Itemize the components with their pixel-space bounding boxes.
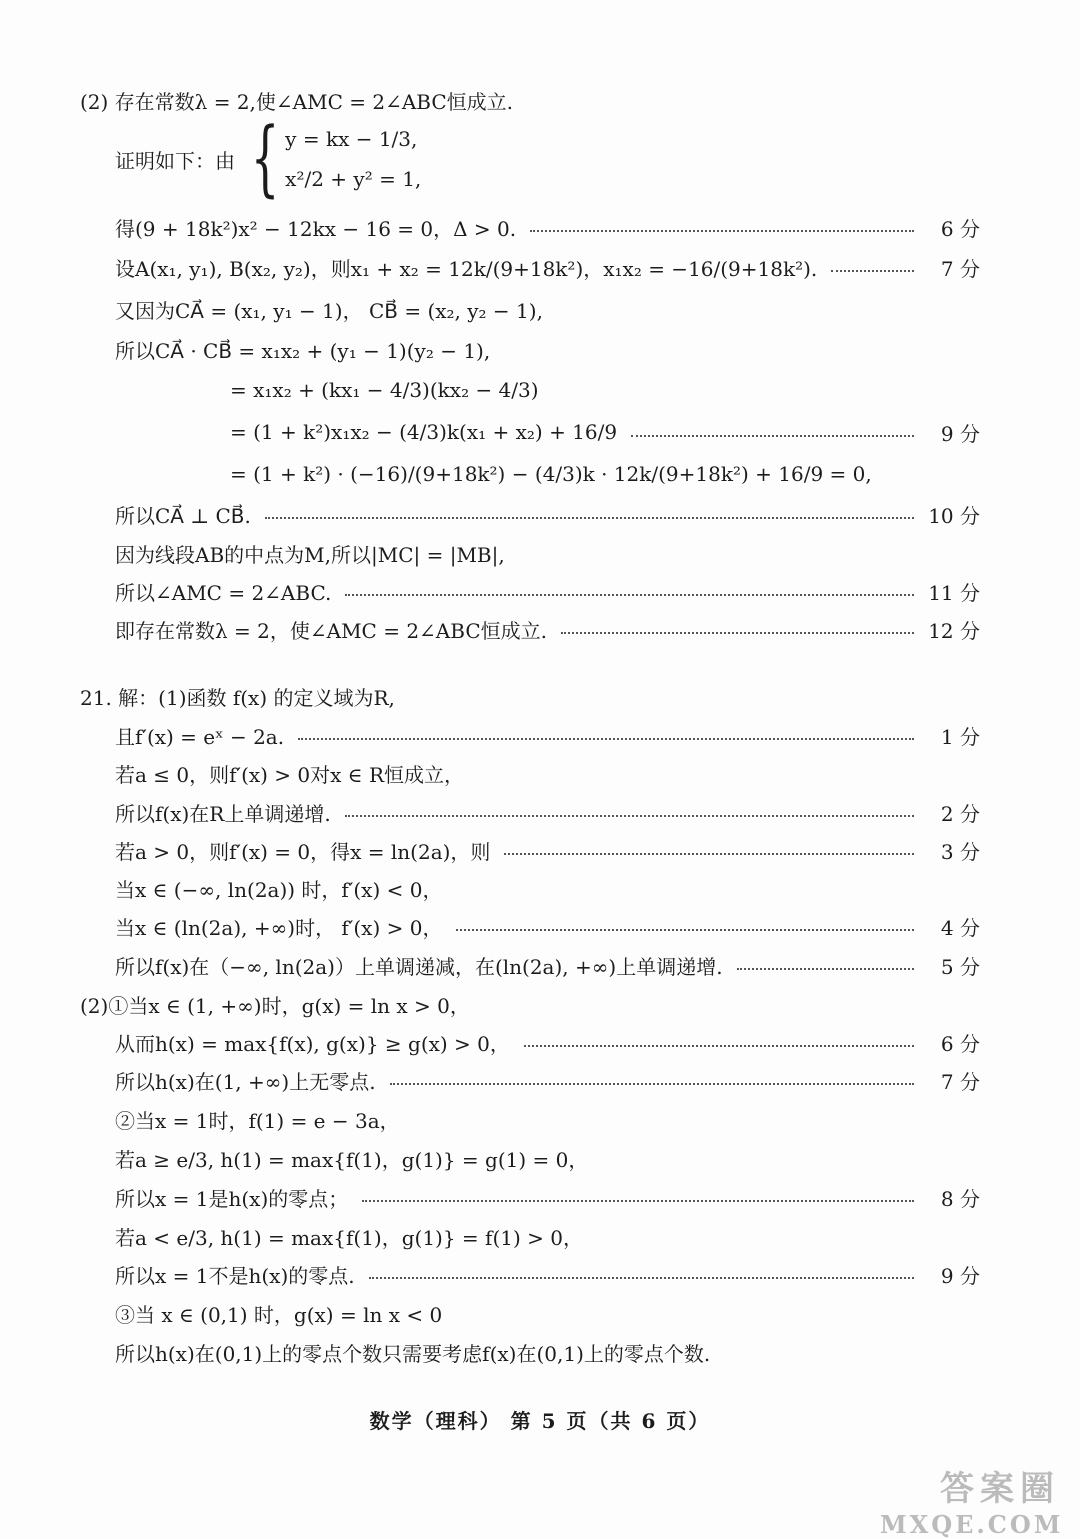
score-leader: [345, 594, 914, 596]
proof-line-20: [115, 909, 980, 943]
proof-line-3: [115, 210, 980, 244]
line-text: 若a > 0，则f′(x) = 0，得x = ln(2a)，则: [115, 839, 491, 864]
line-text: 所以f(x)在（−∞, ln(2a)）上单调递减，在(ln(2a), +∞)上单调递增.: [115, 954, 723, 979]
score-leader: [831, 270, 914, 272]
line-text: 得(9 + 18k²)x² − 12kx − 16 = 0，Δ > 0.: [115, 216, 517, 241]
line-text: 从而h(x) = max{f(x), g(x)} ≥ g(x) > 0，: [115, 1031, 510, 1056]
score-mark: 7 分: [940, 1069, 980, 1094]
proof-line-6: [115, 332, 980, 366]
score-leader: [265, 517, 914, 519]
equation-system: [115, 111, 422, 206]
line-text: 若a < e/3, h(1) = max{f(1)，g(1)} = f(1) > 0，: [115, 1225, 583, 1250]
score-mark: 9 分: [940, 421, 980, 446]
line-text: 所以x = 1不是h(x)的零点.: [115, 1263, 355, 1288]
score-mark: 6 分: [940, 216, 980, 241]
line-text: (2)①当x ∈ (1, +∞)时，g(x) = ln x > 0，: [80, 993, 470, 1018]
score-mark: 8 分: [940, 1186, 980, 1211]
line-text: = (1 + k²)x₁x₂ − (4/3)k(x₁ + x₂) + 16/9: [230, 420, 618, 444]
proof-line-9: [230, 457, 980, 491]
line-text: 所以∠AMC = 2∠ABC.: [115, 580, 332, 605]
watermark-bottom: MXQE.COM: [880, 1510, 1064, 1539]
line-text: 又因为CA⃗ = (x₁, y₁ − 1)， CB⃗ = (x₂, y₂ − 1),: [115, 298, 543, 323]
line-text: 所以x = 1是h(x)的零点；: [115, 1186, 349, 1211]
proof-line-28: [115, 1219, 980, 1253]
line-text: 若a ≥ e/3, h(1) = max{f(1)，g(1)} = g(1) = 0，: [115, 1147, 589, 1172]
line-text: 若a ≤ 0，则f′(x) > 0对x ∈ R恒成立，: [115, 762, 465, 787]
proof-line-15: [115, 718, 980, 752]
line-text: ③当 x ∈ (0,1) 时，g(x) = ln x < 0: [115, 1302, 443, 1327]
proof-line-1: [80, 83, 980, 117]
proof-line-26: [115, 1141, 980, 1175]
score-mark: 1 分: [940, 724, 980, 749]
proof-line-18: [115, 833, 980, 867]
line-text: ②当x = 1时，f(1) = e − 3a，: [115, 1108, 400, 1133]
proof-line-4: [115, 250, 980, 284]
line-text: 21. 解：(1)函数 f(x) 的定义域为R,: [80, 685, 395, 710]
system-label: 证明如下：由: [115, 148, 235, 173]
score-leader: [631, 435, 914, 437]
system-eq-1: y = kx − 1/3,: [285, 127, 418, 151]
proof-line-8: [230, 415, 980, 449]
proof-line-10: [115, 497, 980, 531]
score-leader: [390, 1083, 914, 1085]
score-leader: [737, 968, 914, 970]
score-leader: [524, 1045, 914, 1047]
proof-line-23: [115, 1025, 980, 1059]
proof-line-22: [80, 987, 980, 1021]
score-leader: [561, 632, 914, 634]
score-leader: [530, 230, 914, 232]
line-text: 所以h(x)在(0,1)上的零点个数只需要考虑f(x)在(0,1)上的零点个数.: [115, 1341, 711, 1366]
proof-line-5: [115, 292, 980, 326]
score-leader: [456, 929, 914, 931]
proof-line-24: [115, 1063, 980, 1097]
system-equations: [285, 119, 421, 199]
proof-line-13: [115, 612, 980, 646]
score-leader: [369, 1277, 914, 1279]
page-footer: 数学（理科） 第 5 页（共 6 页）: [369, 1409, 711, 1433]
line-text: (2) 存在常数λ = 2,使∠AMC = 2∠ABC恒成立.: [80, 89, 514, 114]
proof-line-29: [115, 1257, 980, 1291]
line-text: 所以CA⃗ ⊥ CB⃗.: [115, 503, 251, 528]
proof-line-7: [230, 373, 980, 407]
line-text: 因为线段AB的中点为M,所以|MC| = |MB|,: [115, 542, 505, 567]
score-mark: 6 分: [940, 1031, 980, 1056]
watermark-logo: [880, 1461, 1064, 1539]
left-brace-icon: {: [250, 111, 280, 206]
proof-line-21: [115, 948, 980, 982]
line-text: 当x ∈ (ln(2a), +∞)时， f′(x) > 0，: [115, 915, 443, 940]
score-leader: [345, 815, 914, 817]
line-text: 所以CA⃗ · CB⃗ = x₁x₂ + (y₁ − 1)(y₂ − 1),: [115, 338, 491, 363]
score-mark: 2 分: [940, 801, 980, 826]
watermark-top: 答案圈: [940, 1469, 1060, 1509]
score-leader: [504, 853, 914, 855]
score-leader: [298, 738, 914, 740]
proof-line-19: [115, 871, 980, 905]
proof-line-11: [115, 536, 980, 570]
score-mark: 10 分: [928, 503, 980, 528]
line-text: 当x ∈ (−∞, ln(2a)) 时，f′(x) < 0，: [115, 877, 443, 902]
score-mark: 12 分: [928, 618, 980, 643]
line-text: = (1 + k²) · (−16)/(9+18k²) − (4/3)k · 12k/(9+18k²) + 16/9 = 0,: [230, 462, 872, 486]
proof-line-25: [115, 1102, 980, 1136]
proof-line-16: [115, 756, 980, 790]
line-text: 且f′(x) = eˣ − 2a.: [115, 724, 285, 749]
line-text: 所以f(x)在R上单调递增.: [115, 801, 331, 826]
line-text: 设A(x₁, y₁), B(x₂, y₂)，则x₁ + x₂ = 12k/(9+18k²)，x₁x₂ = −16/(9+18k²).: [115, 256, 818, 281]
line-text: 所以h(x)在(1, +∞)上无零点.: [115, 1069, 376, 1094]
score-mark: 7 分: [940, 256, 980, 281]
proof-line-27: [115, 1180, 980, 1214]
line-text: = x₁x₂ + (kx₁ − 4/3)(kx₂ − 4/3): [230, 378, 539, 402]
score-mark: 5 分: [940, 954, 980, 979]
line-text: 即存在常数λ = 2，使∠AMC = 2∠ABC恒成立.: [115, 618, 547, 643]
score-mark: 4 分: [940, 915, 980, 940]
system-eq-2: x²/2 + y² = 1,: [285, 167, 422, 191]
score-mark: 9 分: [940, 1263, 980, 1288]
problem-21-heading: [80, 679, 980, 713]
proof-line-17: [115, 795, 980, 829]
proof-line-30: [115, 1296, 980, 1330]
score-mark: 3 分: [940, 839, 980, 864]
proof-line-31: [115, 1335, 980, 1369]
proof-line-12: [115, 574, 980, 608]
score-leader: [362, 1200, 914, 1202]
score-mark: 11 分: [928, 580, 980, 605]
